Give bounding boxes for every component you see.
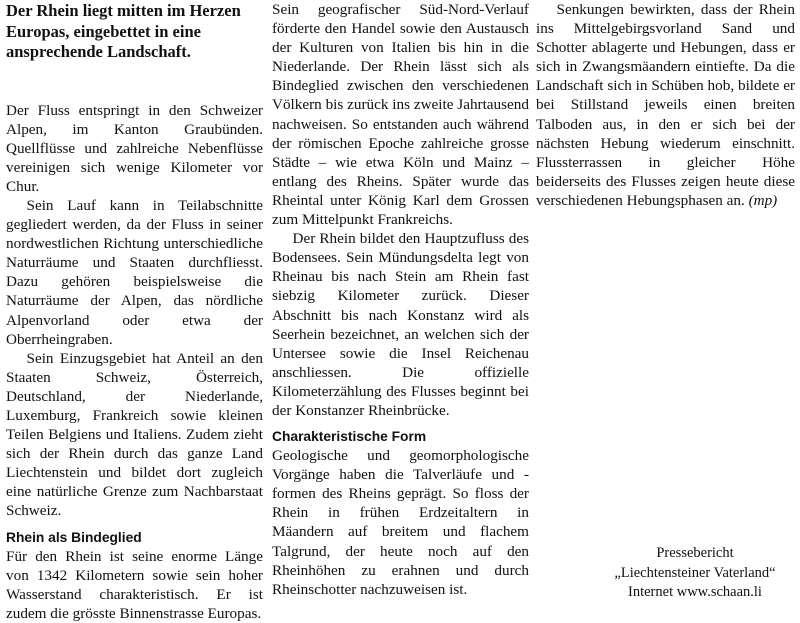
paragraph-course: Sein Lauf kann in Teilabschnitte gegliedert werden, da der Fluss in seiner nordwestlichen Richtung unterschiedliche Naturräume und Staaten durchfliesst. Dazu gehören beispielsweise die Naturräume der Alpen, das nördliche Alpenvorland oder etwa der Oberrheingraben. xyxy=(6,196,263,348)
source-line-report: Pressebericht xyxy=(656,545,734,561)
article-column-2 xyxy=(272,0,529,599)
paragraph-source: Der Fluss entspringt in den Schweizer Alpen, im Kanton Graubünden. Quellflüsse und zahlreiche Nebenflüsse vereinigen sich wenige Kilometer vor Chur. xyxy=(6,101,263,195)
paragraph-catchment: Sein Einzugsgebiet hat Anteil an den Staaten Schweiz, Österreich, Deutschland, der Niederlande, Luxemburg, Frankreich sowie kleinen Teilen Belgiens und Italiens. Zudem zieht sich der Rhein durch das ganze Land Liechtenstein und bildet dort zugleich eine natürliche Grenze zum Nachbarstaat Schweiz. xyxy=(6,349,263,520)
source-line-internet: Internet www.schaan.li xyxy=(628,584,762,600)
source-credit xyxy=(600,544,790,603)
paragraph-subsidence xyxy=(536,0,795,210)
paragraph-geology: Geologische und geomorphologische Vorgänge haben die Talverläufe und -formen des Rheins geprägt. So floss der Rhein in frühen Erdzeitaltern in Mäandern auf breitem und flachem Talgrund, der heute noch auf den Rheinhöhen zu erahnen und durch Rheinschotter nachzuweisen ist. xyxy=(272,447,529,598)
paragraph-bodensee: Der Rhein bildet den Hauptzufluss des Bodensees. Sein Mündungsdelta legt von Rheinau bis nach Stein am Rhein fast siebzig Kilometer zurück. Dieser Abschnitt bis nach Konstanz wird als Seerhein bezeichnet, an welchen sich der Untersee sowie die Insel Reichenau anschliessen. Die offizielle Kilometerzählung des Flusses beginnt bei der Konstanzer Rheinbrücke. xyxy=(272,230,529,419)
paragraph-length: Für den Rhein ist seine enorme Länge von 1342 Kilometern sowie sein hoher Wasserstand charakteristisch. Er ist zudem die grösste Binnenstrasse Europas. xyxy=(6,547,263,622)
paragraph-trade: Sein geografischer Süd-Nord-Verlauf förderte den Handel sowie den Austausch der Kulturen von Italien bis hin in die Niederlande. Der Rhein lässt sich als Bindeglied zwischen den verschiedenen Völkern bis zurück ins zweite Jahrtausend nachweisen. So entstanden auch während der römischen Epoche zahlreiche grosse Städte – wie etwa Köln und Mainz – entlang des Rheins. Später wurde das Rheintal unter König Karl dem Grossen zum Mittelpunkt Frankreichs. xyxy=(272,1,529,229)
section-heading-form: Charakteristische Form xyxy=(272,429,427,445)
source-line-newspaper: „Liechtensteiner Vaterland“ xyxy=(614,564,776,581)
author-initials: (mp) xyxy=(748,191,778,209)
subsidence-text: Senkungen bewirkten, dass der Rhein ins Mittelgebirgsvorland Sand und Schotter ablagerte und Hebungen, dass er sich in Zwangsmäandern eintiefte. Da die Landschaft sich in Schüben hob, bildete er bei Stillstand jeweils einen breiten Talboden aus, in den er sich bei der nächsten Hebung wiederum einschnitt. Flussterrassen in gleicher Höhe beiderseits des Flusses zeigen heute diese verschiedenen Hebungsphasen an. xyxy=(536,1,795,209)
article-column-3 xyxy=(536,0,795,210)
article-column-1 xyxy=(6,0,263,623)
article-lede: Der Rhein liegt mitten im Herzen Europas, eingebettet in eine ansprechende Landschaft. xyxy=(6,1,241,61)
section-heading-bindeglied: Rhein als Bindeglied xyxy=(6,529,142,545)
